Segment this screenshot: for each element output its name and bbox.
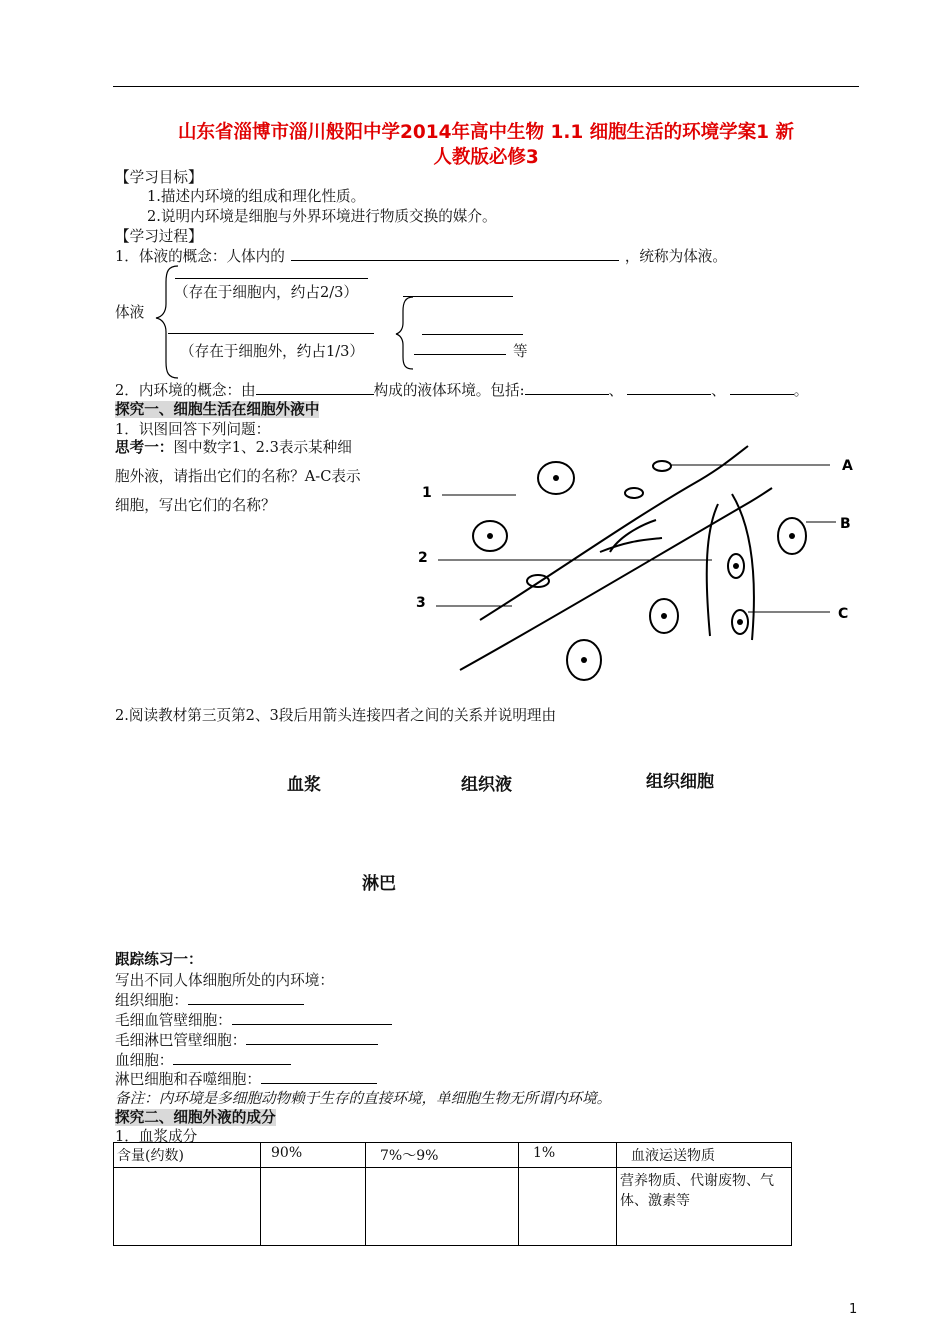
extracellular-brace	[393, 293, 423, 373]
table-header-cell: 血液运送物质	[617, 1143, 792, 1168]
ecf-blank-2[interactable]	[422, 334, 523, 335]
ecf-blank-3[interactable]	[414, 354, 506, 355]
practice-question: 写出不同人体细胞所处的内环境：	[115, 972, 334, 989]
intracellular-blank[interactable]	[175, 278, 368, 279]
p3-blank[interactable]	[246, 1030, 378, 1045]
fig-label-A: A	[842, 458, 853, 474]
explore-2-heading	[115, 1106, 276, 1127]
goal-2: 2.说明内环境是细胞与外界环境进行物质交换的媒介。	[147, 208, 497, 225]
think-label: 思考一：	[115, 439, 174, 456]
explore-1-q1: 1．识图回答下列问题：	[115, 421, 271, 438]
ecf-blank-1[interactable]	[403, 296, 513, 297]
capillary-figure	[400, 440, 870, 700]
practice-item-4	[115, 1049, 291, 1070]
plasma-comp-heading: 1．血浆成分	[115, 1128, 198, 1145]
fig-label-3: 3	[416, 595, 426, 611]
note: 备注：内环境是多细胞动物赖于生存的直接环境，单细胞生物无所谓内环境。	[115, 1090, 612, 1107]
q2-sep-1: 、	[608, 382, 624, 399]
deng-label: 等	[513, 343, 528, 360]
p2-blank[interactable]	[232, 1010, 392, 1025]
explore-1-heading	[115, 398, 319, 419]
q1-prefix: 1．体液的概念：人体内的	[115, 248, 285, 265]
practice-1-heading: 跟踪练习一：	[115, 951, 203, 968]
p5-label: 淋巴细胞和吞噬细胞：	[115, 1071, 261, 1088]
table-cell[interactable]	[519, 1168, 617, 1246]
table-cell[interactable]	[366, 1168, 519, 1246]
title-line-2: 人教版必修3	[433, 147, 539, 168]
q2-end: 。	[793, 382, 809, 399]
table-row	[114, 1143, 792, 1168]
p2-label: 毛细血管壁细胞：	[115, 1012, 232, 1029]
think-text-2: 胞外液，请指出它们的名称？A-C表示	[115, 468, 361, 485]
p3-label: 毛细淋巴管壁细胞：	[115, 1032, 247, 1049]
practice-item-1	[115, 989, 304, 1010]
explore-1-text: 探究一、细胞生活在细胞外液中	[115, 401, 320, 418]
table-header-cell: 7%～9%	[366, 1143, 519, 1168]
inside-cell-note: （存在于细胞内，约占2/3）	[174, 284, 359, 301]
outside-cell-note: （存在于细胞外，约占1/3）	[180, 343, 365, 360]
process-header: 【学习过程】	[115, 228, 203, 245]
read-task: 2.阅读教材第三页第2、3段后用箭头连接四者之间的关系并说明理由	[115, 707, 557, 724]
practice-item-5	[115, 1068, 377, 1089]
practice-item-3	[115, 1029, 378, 1050]
table-cell[interactable]	[114, 1168, 261, 1246]
q2-prefix: 2．内环境的概念：由	[115, 382, 256, 399]
plasma-table	[113, 1142, 792, 1246]
think-text-3: 细胞，写出它们的名称？	[115, 497, 276, 514]
explore-2-text: 探究二、细胞外液的成分	[115, 1109, 276, 1126]
body-fluid-brace	[150, 262, 210, 382]
goal-1: 1.描述内环境的组成和理化性质。	[147, 188, 366, 205]
label-tissue-fluid[interactable]: 组织液	[461, 775, 512, 795]
header-rule	[113, 86, 859, 87]
table-header-cell: 1%	[519, 1143, 617, 1168]
p4-blank[interactable]	[173, 1050, 291, 1065]
question-2	[115, 379, 808, 400]
fig-label-2: 2	[418, 550, 428, 566]
table-cell[interactable]	[261, 1168, 366, 1246]
q2-blank[interactable]	[256, 380, 374, 395]
table-row	[114, 1168, 792, 1246]
table-header-cell: 含量(约数)	[114, 1143, 261, 1168]
p1-blank[interactable]	[188, 990, 304, 1005]
fig-label-B: B	[840, 516, 851, 532]
q2-mid: 构成的液体环境。包括:	[373, 382, 525, 399]
practice-item-2	[115, 1009, 392, 1030]
p1-label: 组织细胞：	[115, 992, 188, 1009]
fig-label-C: C	[838, 606, 849, 622]
fig-label-1: 1	[422, 485, 432, 501]
q2-sep-2: 、	[711, 382, 726, 399]
label-tissue-cell[interactable]: 组织细胞	[646, 772, 714, 792]
goals-header: 【学习目标】	[115, 169, 203, 186]
p5-blank[interactable]	[261, 1069, 377, 1084]
body-fluid-label: 体液	[115, 304, 145, 321]
q1-suffix: ，统称为体液。	[624, 248, 727, 265]
q2-blank-2[interactable]	[627, 380, 711, 395]
table-cell: 营养物质、代谢废物、气体、激素等	[617, 1168, 792, 1246]
q1-blank[interactable]	[291, 246, 619, 261]
label-lymph[interactable]: 淋巴	[362, 874, 396, 894]
think-1	[115, 436, 352, 457]
p4-label: 血细胞：	[115, 1052, 174, 1069]
q2-blank-1[interactable]	[525, 380, 609, 395]
extracellular-blank[interactable]	[168, 333, 374, 334]
think-text-1: 图中数字1、2.3表示某种细	[173, 439, 352, 456]
q2-blank-3[interactable]	[730, 380, 794, 395]
title-line-1: 山东省淄博市淄川般阳中学2014年高中生物 1.1 细胞生活的环境学案1 新	[178, 122, 794, 143]
page-number: 1	[849, 1302, 858, 1317]
table-header-cell: 90%	[261, 1143, 366, 1168]
label-plasma[interactable]: 血浆	[287, 775, 321, 795]
